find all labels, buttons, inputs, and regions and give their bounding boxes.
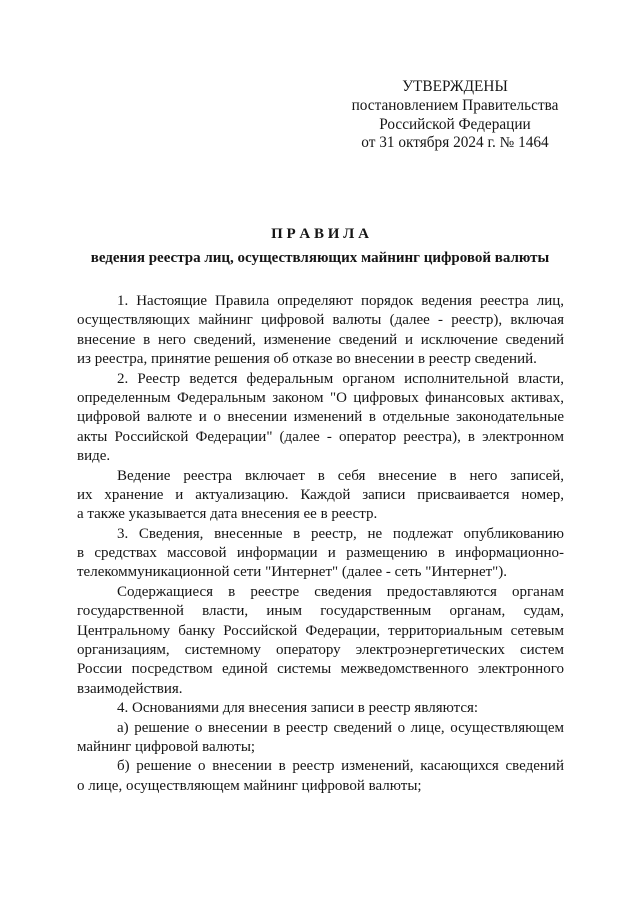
approval-block bbox=[345, 78, 565, 153]
text-line: России посредством единой системы межведомственного электронного bbox=[77, 661, 564, 678]
text-line: 1. Настоящие Правила определяют порядок ведения реестра лиц, bbox=[117, 293, 564, 309]
text-line: государственной власти, иным государственным органам, судам, bbox=[77, 603, 564, 620]
text-line: цифровой валюте и о внесении изменений в отдельные законодательные bbox=[77, 409, 564, 426]
text-line: Содержащиеся в реестре сведения предоставляются органам bbox=[117, 583, 564, 600]
text-line: б) решение о внесении в реестр изменений, касающихся сведений bbox=[117, 758, 564, 775]
text-line: виде. bbox=[77, 448, 111, 465]
text-line: Ведение реестра включает в себя внесение в него записей, bbox=[117, 467, 564, 484]
text-line: в средствах массовой информации и размещению в информационно- bbox=[77, 545, 564, 562]
document-subtitle: ведения реестра лиц, осуществляющих майнинг цифровой валюты bbox=[90, 250, 550, 266]
text-line: внесение в него сведений, изменение сведений и исключение сведений bbox=[77, 331, 564, 348]
text-line: определенным Федеральным законом "О цифровых финансовых активах, bbox=[77, 389, 564, 406]
text-line: о лице, осуществляющем майнинг цифровой валюты; bbox=[77, 777, 422, 794]
paragraph-3 bbox=[77, 467, 564, 525]
text-line: а также указывается дата внесения ее в реестр. bbox=[77, 506, 378, 523]
text-line: 3. Сведения, внесенные в реестр, не подлежат опубликованию bbox=[117, 525, 564, 542]
text-line: взаимодействия. bbox=[77, 680, 183, 697]
paragraph-4 bbox=[77, 525, 564, 583]
text-line: телекоммуникационной сети "Интернет" (далее - сеть "Интернет"). bbox=[77, 564, 508, 581]
text-line: их хранение и актуализацию. Каждой записи присваивается номер, bbox=[77, 486, 564, 503]
document-title: П Р А В И Л А bbox=[271, 226, 369, 242]
text-line: майнинг цифровой валюты; bbox=[77, 738, 256, 755]
text-line: 4. Основаниями для внесения записи в реестр являются: bbox=[117, 700, 479, 717]
approval-date-number: от 31 октября 2024 г. № 1464 bbox=[361, 134, 549, 152]
paragraph-2 bbox=[77, 370, 564, 467]
paragraph-7 bbox=[77, 719, 564, 758]
paragraph-8 bbox=[77, 757, 564, 796]
paragraph-1 bbox=[77, 292, 564, 370]
approval-status: УТВЕРЖДЕНЫ bbox=[402, 78, 508, 95]
text-line: акты Российской Федерации" (далее - оператор реестра), в электронном bbox=[77, 428, 564, 445]
text-line: Центральному банку Российской Федерации, территориальным сетевым bbox=[77, 622, 564, 639]
approval-government: Российской Федерации bbox=[379, 115, 531, 133]
paragraph-6 bbox=[77, 699, 564, 718]
text-line: 2. Реестр ведется федеральным органом исполнительной власти, bbox=[117, 370, 564, 387]
text-line: а) решение о внесении в реестр сведений о лице, осуществляющем bbox=[117, 719, 564, 736]
text-line: осуществляющих майнинг цифровой валюты (далее - реестр), включая bbox=[77, 312, 564, 329]
text-line: организациям, системному оператору электроэнергетических систем bbox=[77, 642, 564, 659]
text-line: из реестра, принятие решения об отказе во внесении в реестр сведений. bbox=[77, 351, 537, 368]
document-body bbox=[77, 292, 564, 796]
paragraph-5 bbox=[77, 583, 564, 699]
approval-decree: постановлением Правительства bbox=[351, 96, 559, 114]
